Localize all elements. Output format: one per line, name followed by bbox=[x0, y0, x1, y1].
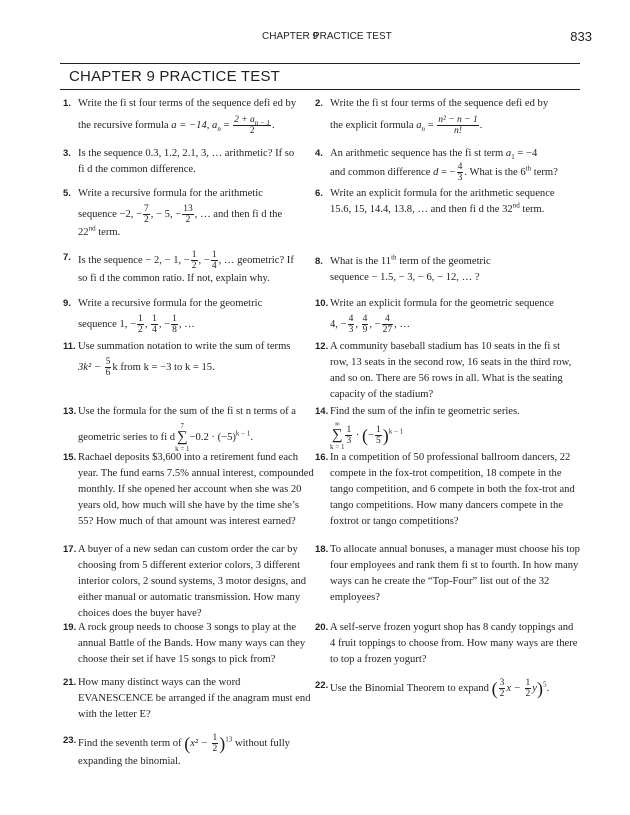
fraction-numerator: 5 bbox=[105, 357, 111, 367]
fraction-numerator: 1 bbox=[212, 733, 218, 743]
problem-text: Write a recursive formula for the geometric bbox=[78, 298, 263, 309]
problem-text: To allocate annual bonuses, a manager must choose his top four employees and rank them fi st to fourth. In how many ways can he create the “Top-Four” list out of the 32 employees? bbox=[330, 544, 580, 603]
problem-15 bbox=[63, 450, 316, 530]
running-head-title: PRACTICE TEST bbox=[313, 31, 392, 42]
fraction-numerator: 4 bbox=[382, 314, 394, 325]
problem-text: How many distinct ways can the word EVANESCENCE be arranged if the anagram must end with the letter E? bbox=[78, 677, 311, 720]
fraction-numerator: 1 bbox=[376, 425, 381, 435]
text-part: term? bbox=[531, 166, 558, 178]
text-part: and common difference bbox=[330, 166, 434, 178]
problem-text: In a competition of 50 professional ballroom dancers, 22 compete in the fox-trot competition, 18 compete in the tango competition, and 6 compete in both the fox-trot and tango competitions. How many dancers compete in the foxtrot or tango competitions? bbox=[330, 452, 575, 527]
formula-eq: = bbox=[220, 119, 233, 131]
fraction-denominator: 3 bbox=[457, 173, 463, 183]
fraction-denominator: 4 bbox=[211, 261, 217, 271]
fraction-denominator: 8 bbox=[172, 325, 177, 335]
problem-text bbox=[330, 162, 580, 183]
problem-text bbox=[330, 254, 580, 270]
fraction bbox=[212, 733, 219, 754]
problem-number: 13. bbox=[63, 406, 77, 417]
problem-3 bbox=[63, 146, 316, 178]
text-part: 15.6, 15, 14.4, 13.8, … and then fi d the 32 bbox=[330, 204, 513, 215]
problem-23 bbox=[63, 733, 316, 770]
text-part: , … geometric? If bbox=[218, 254, 294, 266]
problem-formula bbox=[330, 115, 580, 136]
fraction bbox=[143, 204, 150, 225]
problem-number: 22. bbox=[315, 680, 329, 691]
running-head bbox=[0, 30, 630, 46]
problem-text bbox=[78, 357, 316, 378]
superscript: k − 1 bbox=[388, 427, 404, 436]
problem-text bbox=[78, 225, 316, 241]
problem-text: Write an explicit formula for the arithmetic sequence bbox=[330, 188, 555, 199]
term: a bbox=[505, 148, 512, 159]
fraction-numerator: 1 bbox=[152, 314, 157, 324]
fraction bbox=[362, 314, 369, 335]
fraction-denominator: 2 bbox=[249, 126, 255, 136]
problem-number: 4. bbox=[315, 148, 323, 159]
problem-10 bbox=[315, 296, 580, 335]
problem-number: 14. bbox=[315, 406, 329, 417]
fraction-numerator: 2 + a bbox=[234, 115, 255, 125]
fraction-denominator: 2 bbox=[191, 261, 197, 271]
problem-text: sequence − 1.5, − 3, − 6, − 12, … ? bbox=[330, 272, 480, 283]
fraction-numerator: 1 bbox=[191, 250, 197, 260]
problem-formula: ∞ ∑ k = 1 $\frac{1}{3}$ · (− $\frac{1}{5}$ )$^{k - 1}$ bbox=[330, 420, 404, 451]
problem-20 bbox=[315, 620, 580, 668]
problem-number: 10. bbox=[315, 298, 329, 309]
problem-number: 6. bbox=[315, 188, 323, 199]
superscript: nd bbox=[512, 201, 520, 210]
text-part: k = −3 to k = 15. bbox=[143, 361, 215, 373]
title-rule bbox=[60, 89, 580, 90]
problem-21 bbox=[63, 675, 316, 723]
fraction bbox=[191, 250, 198, 271]
formula-end: . bbox=[272, 119, 275, 131]
text-part: = − bbox=[438, 166, 456, 178]
summation-sign: ∞ ∑ k = 1 bbox=[330, 420, 345, 451]
problem-number: 8. bbox=[315, 256, 323, 267]
superscript: th bbox=[525, 164, 532, 173]
text-part: , … bbox=[394, 318, 411, 330]
problem-text: Is the sequence 0.3, 1.2, 2.1, 3, … arithmetic? If so bbox=[78, 148, 295, 159]
superscript: nd bbox=[88, 224, 96, 233]
problem-text bbox=[78, 250, 316, 271]
fraction bbox=[348, 314, 355, 335]
text-part: , − 5, − bbox=[150, 208, 182, 220]
text-part: 4, − bbox=[330, 318, 347, 330]
problem-14 bbox=[315, 404, 580, 451]
fraction-numerator: 1 bbox=[525, 678, 531, 688]
text-part: sequence −2, − bbox=[78, 208, 143, 220]
text-part: , − bbox=[369, 318, 381, 330]
text-part: , − bbox=[198, 254, 210, 266]
header-rule bbox=[60, 63, 580, 64]
problem-text: fi d the common difference. bbox=[78, 164, 196, 175]
text-part: , … bbox=[178, 318, 195, 330]
fraction bbox=[182, 204, 194, 225]
problem-text: Write the fi st four terms of the sequence defi ed by bbox=[330, 98, 549, 109]
problem-text bbox=[330, 202, 580, 218]
problem-text: A rock group needs to choose 3 songs to play at the annual Battle of the Bands. How many ways can they choose their set if have 15 songs to pick from? bbox=[78, 622, 306, 665]
fraction-denominator: 27 bbox=[382, 325, 393, 335]
problem-text bbox=[78, 204, 316, 225]
problem-text: Write a recursive formula for the arithmetic bbox=[78, 188, 263, 199]
formula-pre: the explicit formula bbox=[330, 119, 417, 131]
fraction-denominator: 2 bbox=[525, 689, 531, 699]
problem-5 bbox=[63, 186, 316, 241]
text-part: , bbox=[355, 318, 361, 330]
formula-term: a bbox=[416, 119, 422, 131]
problem-number: 18. bbox=[315, 544, 329, 555]
fraction bbox=[437, 115, 478, 136]
text-part: x − bbox=[506, 682, 524, 694]
fraction bbox=[457, 162, 464, 183]
fraction-numerator: 1 bbox=[346, 425, 352, 435]
formula-term: a = −14, a bbox=[171, 119, 218, 131]
problem-number: 20. bbox=[315, 622, 329, 633]
fraction bbox=[233, 115, 271, 136]
problem-number: 23. bbox=[63, 735, 77, 746]
text-part: geometric series to fi d bbox=[78, 431, 176, 443]
subscript: 1 bbox=[511, 153, 515, 162]
summation-lower: k = 1 bbox=[330, 443, 345, 451]
fraction-numerator: n² − n − 1 bbox=[438, 115, 478, 125]
fraction-denominator: n! bbox=[454, 126, 462, 136]
text-part: = −4 bbox=[514, 148, 538, 159]
fraction-denominator: 2 bbox=[212, 744, 218, 754]
problem-19 bbox=[63, 620, 316, 668]
text-part: 22 bbox=[78, 227, 89, 238]
problem-text bbox=[78, 422, 316, 453]
problem-number: 16. bbox=[315, 452, 329, 463]
term: d bbox=[433, 166, 439, 178]
problem-number: 17. bbox=[63, 544, 77, 555]
problem-2 bbox=[315, 96, 580, 136]
problem-text: Use summation notation to write the sum of terms bbox=[78, 341, 291, 352]
text-part: Is the sequence − 2, − 1, − bbox=[78, 254, 190, 266]
fraction-numerator: 1 bbox=[138, 314, 143, 324]
text-part: −0.2 · (−5) bbox=[189, 431, 236, 443]
text-part: y bbox=[532, 682, 537, 694]
fraction-denominator: 2 bbox=[185, 215, 191, 225]
problem-formula bbox=[78, 115, 316, 136]
page-number: 833 bbox=[570, 29, 592, 44]
fraction-numerator: 7 bbox=[144, 204, 149, 214]
fraction-numerator: 4 bbox=[348, 314, 354, 324]
fraction bbox=[382, 314, 394, 335]
fraction-denominator: 3 bbox=[346, 436, 352, 446]
problem-12 bbox=[315, 339, 580, 403]
problem-text: A buyer of a new sedan can custom order the car by choosing from 5 different exterior colors, 3 different interior colors, 2 sound systems, 3 motor designs, and either manual or automatic transmission. How many choices does the buyer have? bbox=[78, 544, 307, 619]
superscript: th bbox=[391, 253, 397, 262]
superscript: 5 bbox=[542, 680, 547, 689]
text-part: sequence 1, − bbox=[78, 318, 137, 330]
problem-text bbox=[330, 146, 580, 162]
text-part: without fully bbox=[232, 737, 290, 749]
problem-1 bbox=[63, 96, 316, 136]
problem-text: Use the formula for the sum of the fi st n terms of a bbox=[78, 406, 296, 417]
fraction-numerator: 4 bbox=[362, 314, 368, 324]
problem-9 bbox=[63, 296, 316, 335]
fraction bbox=[525, 678, 532, 699]
text-part: , … and then fi d the bbox=[194, 208, 283, 220]
problem-number: 9. bbox=[63, 298, 71, 309]
fraction-denominator: 4 bbox=[152, 325, 157, 335]
formula-end: . bbox=[479, 119, 483, 131]
problem-text: Write an explicit formula for the geometric sequence bbox=[330, 298, 555, 309]
fraction-numerator: 3 bbox=[499, 678, 505, 688]
problem-number: 12. bbox=[315, 341, 329, 352]
problem-text: expanding the binomial. bbox=[78, 756, 181, 767]
text-part: Find the seventh term of bbox=[78, 737, 185, 749]
text-part: 3k² − bbox=[78, 361, 104, 373]
text-part: k from bbox=[112, 361, 144, 373]
formula-subscript: n bbox=[217, 125, 221, 134]
text-part: , − bbox=[158, 318, 171, 330]
problem-text: Write the fi st four terms of the sequence defi ed by bbox=[78, 98, 297, 109]
problem-16 bbox=[315, 450, 580, 530]
problem-number: 3. bbox=[63, 148, 71, 159]
fraction-numerator: 4 bbox=[457, 162, 463, 172]
fraction bbox=[499, 678, 506, 699]
fraction-denominator: 2 bbox=[144, 215, 149, 225]
summation-upper: ∞ bbox=[334, 420, 340, 428]
problem-number: 11. bbox=[63, 341, 76, 352]
formula-subscript: n bbox=[421, 125, 425, 134]
superscript: k − 1 bbox=[235, 429, 251, 438]
text-part: , bbox=[144, 318, 151, 330]
problem-number: 15. bbox=[63, 452, 77, 463]
problem-7 bbox=[63, 250, 316, 287]
problem-number: 19. bbox=[63, 622, 77, 633]
formula-eq: = bbox=[425, 119, 437, 131]
fraction bbox=[105, 357, 112, 378]
problem-formula: Find the seventh term of (x² − $\frac{1}{2}$ )$^{13}$ without fully bbox=[78, 733, 290, 754]
problem-text bbox=[78, 314, 316, 335]
fraction-numerator-subscript: n − 1 bbox=[254, 118, 271, 127]
fraction-denominator: 5 bbox=[376, 436, 381, 446]
text-part: x² − bbox=[190, 737, 211, 749]
problem-11 bbox=[63, 339, 316, 378]
fraction bbox=[151, 314, 158, 335]
fraction-numerator: 13 bbox=[183, 204, 193, 214]
fraction-numerator: 1 bbox=[211, 250, 217, 260]
fraction bbox=[171, 314, 178, 335]
problem-text: so fi d the common ratio. If not, explain why. bbox=[78, 273, 270, 284]
superscript: 13 bbox=[225, 735, 233, 744]
text-part: . bbox=[250, 431, 254, 443]
text-part: An arithmetic sequence has the fi st term bbox=[330, 148, 506, 159]
fraction-denominator: 2 bbox=[499, 689, 505, 699]
text-part: . bbox=[546, 682, 550, 694]
fraction bbox=[375, 425, 382, 446]
text-part: · bbox=[353, 429, 363, 441]
text-part: term of the geometric bbox=[396, 256, 491, 267]
fraction-denominator: 6 bbox=[105, 368, 111, 378]
summation-upper: 7 bbox=[180, 422, 185, 430]
fraction bbox=[211, 250, 218, 271]
problem-text: A community baseball stadium has 10 seats in the fi st row, 13 seats in the second row, 16 seats in the third row, and so on. There are 56 rows in all. What is the seating capacity of the stadium? bbox=[330, 341, 572, 400]
section-title: CHAPTER 9 PRACTICE TEST bbox=[69, 68, 281, 85]
fraction-denominator: 9 bbox=[362, 325, 368, 335]
text-part: Use the Binomial Theorem to expand bbox=[330, 682, 492, 694]
problem-text: Find the sum of the infin te geometric series. bbox=[330, 406, 520, 417]
problem-13 bbox=[63, 404, 316, 453]
fraction-numerator: 1 bbox=[172, 314, 177, 324]
problem-number: 5. bbox=[63, 188, 71, 199]
problem-number: 2. bbox=[315, 98, 323, 109]
problem-17 bbox=[63, 542, 316, 622]
summation-lower: k = 1 bbox=[175, 445, 190, 453]
problem-text bbox=[330, 314, 580, 335]
problem-8 bbox=[315, 253, 580, 286]
problem-number: 7. bbox=[63, 252, 71, 263]
problem-4 bbox=[315, 146, 580, 183]
problem-number: 21. bbox=[63, 677, 77, 688]
formula-pre: the recursive formula bbox=[78, 119, 172, 131]
problem-number: 1. bbox=[63, 98, 71, 109]
text-part: term. bbox=[519, 204, 545, 215]
problem-text: Rachael deposits $3,600 into a retirement fund each year. The fund earns 7.5% annual interest, compounded monthly. If she opened her account when she was 20 years old, how much will she have by the time she’s 55? How much of that amount was interest earned? bbox=[78, 452, 314, 527]
problem-formula: Use the Binomial Theorem to expand ( $\frac{3}{2}$ x − $\frac{1}{2}$ y)$^5$. bbox=[330, 678, 550, 699]
text-part: term. bbox=[95, 227, 121, 238]
problem-text: A self-serve frozen yogurt shop has 8 candy toppings and 4 fruit toppings to choose from. How many ways are there to top a frozen yogurt? bbox=[330, 622, 578, 665]
fraction-denominator: 3 bbox=[348, 325, 354, 335]
running-head-chapter: CHAPTER 9 bbox=[262, 31, 319, 42]
summation-sign: 7 ∑ k = 1 bbox=[175, 422, 190, 453]
fraction bbox=[345, 425, 352, 446]
fraction-denominator: 2 bbox=[138, 325, 143, 335]
text-part: . What is the 6 bbox=[464, 166, 526, 178]
problem-6 bbox=[315, 186, 580, 218]
fraction bbox=[137, 314, 144, 335]
text-part: What is the 11 bbox=[330, 256, 392, 267]
problem-18 bbox=[315, 542, 580, 606]
problem-22 bbox=[315, 678, 580, 699]
